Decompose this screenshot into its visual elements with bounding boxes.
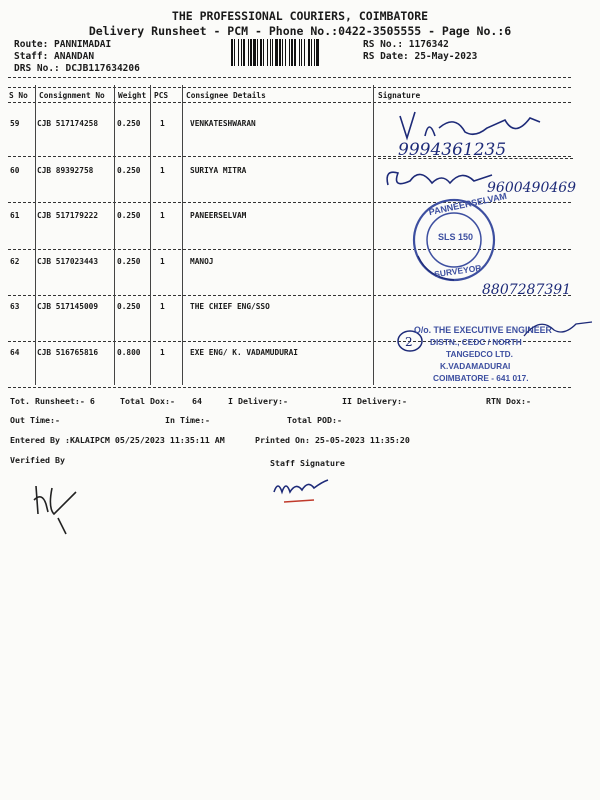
column-divider [35, 85, 36, 385]
staff-signature-label: Staff Signature [270, 458, 345, 468]
row-consignment: CJB 517179222 [37, 211, 99, 220]
column-divider [114, 85, 115, 385]
printed-on: Printed On: 25-05-2023 11:35:20 [255, 435, 410, 445]
barcode-bar [243, 39, 245, 66]
row-consignment: CJB 517023443 [37, 257, 99, 266]
row-pcs: 1 [160, 257, 165, 266]
col-header-consignee: Consignee Details [186, 91, 266, 100]
column-divider [150, 85, 151, 385]
row-pcs: 1 [160, 211, 165, 220]
column-divider [182, 85, 183, 385]
col-header-weight: Weight [118, 91, 147, 100]
phone-number-row-59: 9994361235 [398, 140, 507, 160]
row-pcs: 1 [160, 119, 165, 128]
phone-number-row-60: 9600490469 [487, 180, 577, 196]
row-pcs: 1 [160, 302, 165, 311]
barcode-bar [314, 39, 315, 66]
signature-row-60 [380, 163, 500, 195]
total-dox-value: 64 [192, 396, 202, 406]
barcode-bar [285, 39, 286, 66]
barcode-bar [270, 39, 271, 66]
row-consignment: CJB 517174258 [37, 119, 99, 128]
staff-label: Staff: ANANDAN [14, 51, 95, 62]
route-label: Route: PANNIMADAI [14, 39, 112, 50]
verified-by-label: Verified By [10, 455, 65, 465]
barcode-bar [316, 39, 319, 66]
barcode-bar [263, 39, 264, 66]
header-top-rule [8, 87, 571, 88]
row-consignee: THE CHIEF ENG/SSO [190, 302, 270, 311]
barcode-bar [308, 39, 310, 66]
barcode-bar [289, 39, 290, 66]
column-divider [373, 85, 374, 385]
row-consignee: PANEERSELVAM [190, 211, 247, 220]
row-sno: 59 [10, 119, 20, 128]
col-header-consignment: Consignment No [39, 91, 105, 100]
surveyor-stamp-title: SURVEYOR [433, 262, 483, 280]
top-rule [8, 77, 571, 78]
barcode-bar [299, 39, 300, 66]
i-delivery: I Delivery:- [228, 396, 288, 406]
surveyor-stamp-id: SLS 150 [438, 232, 474, 242]
exec-stamp-line3: TANGEDCO LTD. [446, 349, 513, 359]
in-time: In Time:- [165, 415, 210, 425]
row-sno: 62 [10, 257, 20, 266]
barcode-bar [275, 39, 278, 66]
ii-delivery: II Delivery:- [342, 396, 407, 406]
row-consignment: CJB 516765816 [37, 348, 99, 357]
row-weight: 0.250 [117, 119, 141, 128]
row-sno: 60 [10, 166, 20, 175]
verifier-signature [28, 478, 88, 538]
row-weight: 0.250 [117, 166, 141, 175]
exec-stamp-line2: DISTN., CEDC / NORTH [430, 337, 522, 347]
row-weight: 0.250 [117, 211, 141, 220]
barcode-bar [238, 39, 239, 66]
barcode-bar [234, 39, 235, 66]
barcode-bar [272, 39, 273, 66]
col-header-signature: Signature [378, 91, 421, 100]
barcode-bar [267, 39, 268, 66]
header-bottom-rule [8, 102, 571, 103]
rs-number: RS No.: 1176342 [363, 39, 449, 50]
barcode-bar [248, 39, 249, 66]
total-pod: Total POD:- [287, 415, 342, 425]
exec-stamp-line5: COIMBATORE - 641 017. [433, 373, 529, 383]
barcode-bar [279, 39, 281, 66]
barcode-bar [253, 39, 256, 66]
row-consignee: VENKATESHWARAN [190, 119, 256, 128]
row-consignee: SURIYA MITRA [190, 166, 247, 175]
exec-stamp-signature [520, 312, 595, 340]
row-consignee: MANOJ [190, 257, 214, 266]
runsheet-subtitle: Delivery Runsheet - PCM - Phone No.:0422-3505555 - Page No.:6 [88, 24, 512, 38]
barcode-bar [294, 39, 296, 66]
exec-stamp-line4: K.VADAMADURAI [440, 361, 511, 371]
col-header-pcs: PCS [154, 91, 169, 100]
drs-number: DRS No.: DCJB117634206 [14, 63, 140, 74]
row-sno: 64 [10, 348, 20, 357]
surveyor-stamp-name: PANNEERSELVAM [427, 190, 508, 218]
row-weight: 0.250 [117, 302, 141, 311]
tot-runsheet: Tot. Runsheet:- 6 [10, 396, 95, 406]
barcode-bar [241, 39, 242, 66]
row-weight: 0.250 [117, 257, 141, 266]
circle-mark-number: 2 [405, 335, 413, 349]
phone-number-row-62: 8807287391 [482, 282, 572, 298]
signature-dash [378, 158, 573, 159]
row-consignment: CJB 517145009 [37, 302, 99, 311]
barcode-bar [257, 39, 258, 66]
row-sno: 61 [10, 211, 20, 220]
barcode-bar [311, 39, 312, 66]
row-consignment: CJB 89392758 [37, 166, 94, 175]
company-title: THE PROFESSIONAL COURIERS, COIMBATORE [171, 9, 429, 23]
row-consignee: EXE ENG/ K. VADAMUDURAI [190, 348, 298, 357]
barcode-bar [301, 39, 302, 66]
out-time: Out Time:- [10, 415, 60, 425]
row-sno: 63 [10, 302, 20, 311]
col-header-sno: S No [9, 91, 28, 100]
entered-by: Entered By :KALAIPCM 05/25/2023 11:35:11 AM [10, 435, 225, 445]
row-pcs: 1 [160, 166, 165, 175]
barcode-bar [231, 39, 233, 66]
total-dox-label: Total Dox:- [120, 396, 175, 406]
table-bottom-rule [8, 387, 571, 388]
staff-signature [268, 470, 338, 506]
row-weight: 0.800 [117, 348, 141, 357]
exec-stamp-line1: O/o. THE EXECUTIVE ENGINEER [414, 325, 552, 335]
barcode [231, 39, 356, 66]
rtn-dox: RTN Dox:- [486, 396, 531, 406]
barcode-bar [291, 39, 293, 66]
barcode-bar [250, 39, 252, 66]
rs-date: RS Date: 25-May-2023 [363, 51, 478, 62]
barcode-bar [282, 39, 283, 66]
row-pcs: 1 [160, 348, 165, 357]
barcode-bar [260, 39, 262, 66]
barcode-bar [304, 39, 305, 66]
